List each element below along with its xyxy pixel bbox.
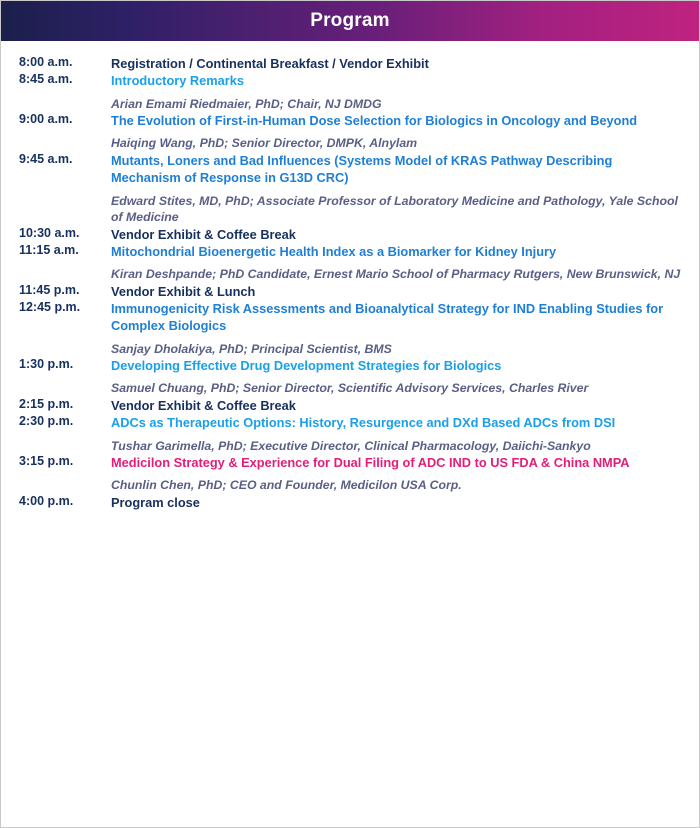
session-title: Vendor Exhibit & Lunch [111,283,256,299]
session-title: Vendor Exhibit & Coffee Break [111,226,296,242]
session-entry [111,397,683,414]
session-entry [111,112,683,152]
session-content [109,55,683,72]
session-time: 2:15 p.m. [19,397,74,412]
table-row [17,494,683,511]
session-time: 3:15 p.m. [19,454,74,469]
table-row [17,300,683,357]
session-title: Developing Effective Drug Development Strategies for Biologics [111,358,502,374]
table-row [17,357,683,397]
schedule-rows [17,55,683,511]
table-row [17,72,683,112]
session-time: 11:45 p.m. [19,282,80,297]
session-time: 2:30 p.m. [19,414,74,429]
session-content [109,226,683,243]
session-title: Registration / Continental Breakfast / Vendor Exhibit [111,56,429,71]
session-entry [111,226,683,243]
session-time: 11:15 a.m. [19,242,79,257]
session-time: 8:45 a.m. [19,72,73,87]
session-time: 1:30 p.m. [19,357,74,372]
session-title: Immunogenicity Risk Assessments and Bioanalytical Strategy for IND Enabling Studies for Complex Biologics [111,301,664,334]
table-row [17,414,683,454]
table-row [17,397,683,414]
session-title: Mutants, Loners and Bad Influences (Systems Model of KRAS Pathway Describing Mechanism of Response in G13D CRC) [111,152,613,186]
table-row [17,243,683,283]
session-time: 9:00 a.m. [19,112,73,127]
session-content [109,300,683,357]
table-row [17,226,683,243]
session-content [109,397,683,414]
session-title: ADCs as Therapeutic Options: History, Resurgence and DXd Based ADCs from DSI [111,415,616,431]
table-row [17,283,683,300]
session-entry [111,243,683,283]
session-time: 9:45 a.m. [19,151,73,166]
session-time: 8:00 a.m. [19,55,73,69]
session-title: Vendor Exhibit & Coffee Break [111,398,296,414]
session-speaker: Arian Emami Riedmaier, PhD; Chair, NJ DMDG [111,96,382,111]
session-speaker: Samuel Chuang, PhD; Senior Director, Scientific Advisory Services, Charles River [111,381,589,396]
session-content [109,357,683,397]
session-content [109,112,683,152]
session-entry [111,357,683,397]
schedule-table [17,55,683,511]
program-body [1,41,699,827]
table-row [17,152,683,226]
session-entry [111,414,683,454]
session-title: Mitochondrial Bioenergetic Health Index as a Biomarker for Kidney Injury [111,243,557,259]
session-speaker: Edward Stites, MD, PhD; Associate Professor of Laboratory Medicine and Pathology, Yale School of Medicine [111,193,678,225]
session-speaker: Kiran Deshpande; PhD Candidate, Ernest Mario School of Pharmacy Rutgers, New Brunswick, NJ [111,267,681,282]
table-row [17,112,683,152]
session-time: 12:45 p.m. [19,300,81,315]
session-entry [111,55,683,72]
session-title: Medicilon Strategy & Experience for Dual Filing of ADC IND to US FDA & China NMPA [111,455,630,471]
session-speaker: Chunlin Chen, PhD; CEO and Founder, Medicilon USA Corp. [111,478,462,493]
session-entry [111,454,683,494]
session-speaker: Haiqing Wang, PhD; Senior Director, DMPK, Alnylam [111,136,418,151]
table-row [17,55,683,72]
session-title: Introductory Remarks [111,73,244,89]
session-title: Program close [111,495,200,511]
session-time: 4:00 p.m. [19,494,74,509]
session-content [109,414,683,454]
session-content [109,494,683,511]
session-time: 10:30 a.m. [19,225,80,240]
session-content [109,72,683,112]
session-content [109,243,683,283]
program-header [1,1,699,41]
page-title: Program [310,10,390,31]
session-entry [111,152,683,226]
session-entry [111,300,683,357]
session-entry [111,494,683,511]
session-content [109,283,683,300]
session-entry [111,72,683,112]
session-speaker: Tushar Garimella, PhD; Executive Director, Clinical Pharmacology, Daiichi-Sankyo [111,438,591,453]
session-content [109,454,683,494]
session-title: The Evolution of First-in-Human Dose Selection for Biologics in Oncology and Beyond [111,113,638,129]
table-row [17,454,683,494]
session-speaker: Sanjay Dholakiya, PhD; Principal Scientist, BMS [111,341,392,356]
session-entry [111,283,683,300]
session-content [109,152,683,226]
